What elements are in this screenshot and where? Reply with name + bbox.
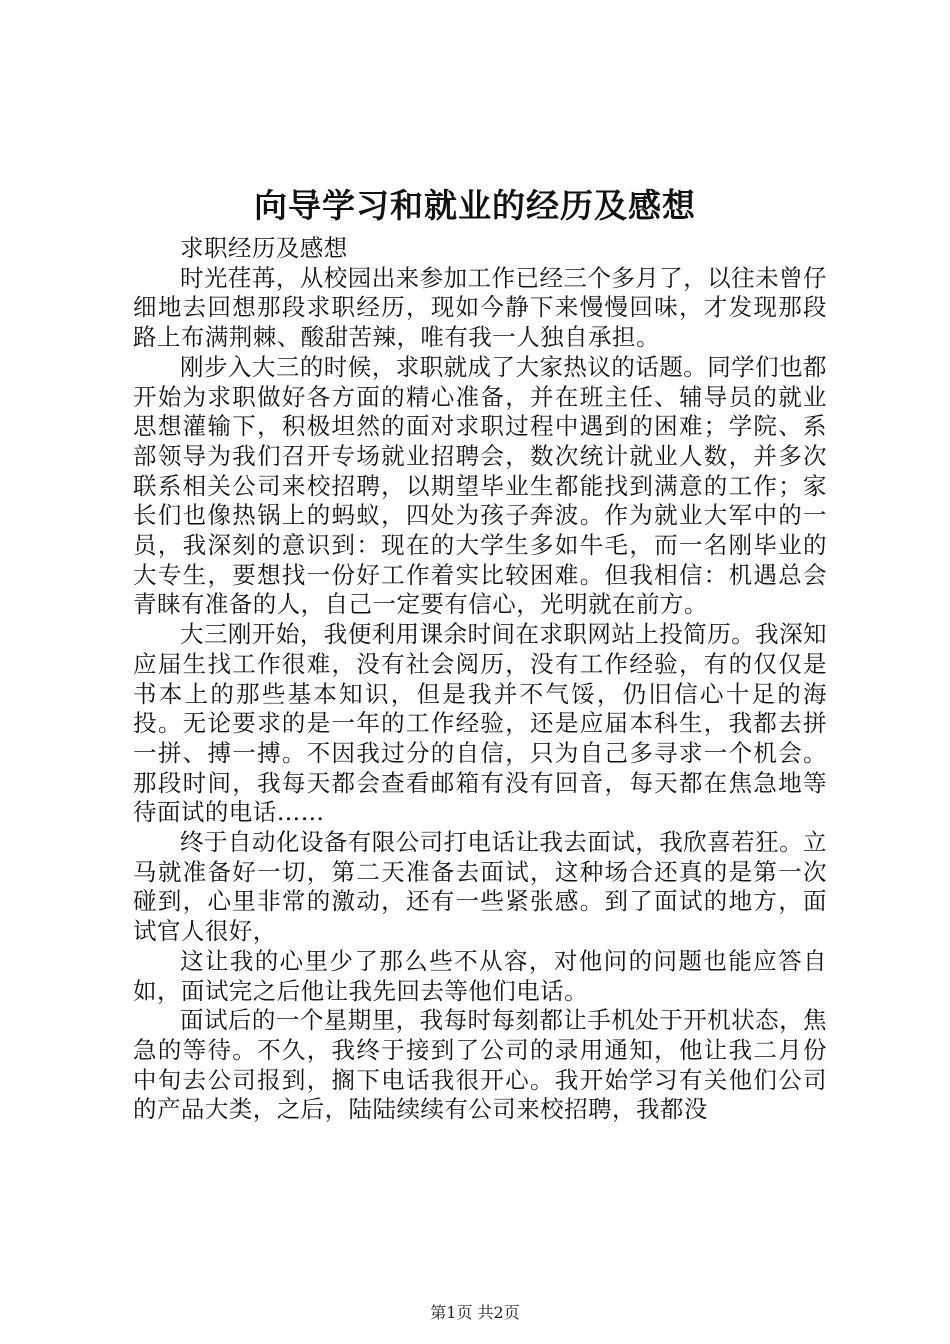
- paragraph: 终于自动化设备有限公司打电话让我去面试，我欣喜若狂。立马就准备好一切，第二天准备去面试，这种场合还真的是第一次碰到，心里非常的激动，还有一些紧张感。到了面试的地方，面试官人很好，: [133, 828, 827, 946]
- document-body: [133, 234, 827, 1125]
- document-title: 向导学习和就业的经历及感想: [254, 186, 696, 225]
- paragraph: 刚步入大三的时候，求职就成了大家热议的话题。同学们也都开始为求职做好各方面的精心准备，并在班主任、辅导员的就业思想灌输下，积极坦然的面对求职过程中遇到的困难；学院、系部领导为我们召开专场就业招聘会，数次统计就业人数，并多次联系相关公司来校招聘，以期望毕业生都能找到满意的工作；家长们也像热锅上的蚂蚁，四处为孩子奔波。作为就业大军中的一员，我深刻的意识到：现在的大学生多如牛毛，而一名刚毕业的大专生，要想找一份好工作着实比较困难。但我相信：机遇总会青睐有准备的人，自己一定要有信心，光明就在前方。: [133, 352, 827, 619]
- paragraph-subtitle: 求职经历及感想: [180, 234, 348, 262]
- paragraph: 大三刚开始，我便利用课余时间在求职网站上投简历。我深知应届生找工作很难，没有社会阅历，没有工作经验，有的仅仅是书本上的那些基本知识，但是我并不气馁，仍旧信心十足的海投。无论要求的是一年的工作经验，还是应届本科生，我都去拼一拼、搏一搏。不因我过分的自信，只为自己多寻求一个机会。那段时间，我每天都会查看邮箱有没有回音，每天都在焦急地等待面试的电话……: [133, 620, 827, 827]
- paragraph: 时光荏苒，从校园出来参加工作已经三个多月了，以往未曾仔细地去回想那段求职经历，现如今静下来慢慢回味，才发现那段路上布满荆棘、酸甜苦辣，唯有我一人独自承担。: [133, 263, 827, 352]
- paragraph: 这让我的心里少了那么些不从容，对他问的问题也能应答自如，面试完之后他让我先回去等他们电话。: [133, 946, 827, 1005]
- paragraph: 面试后的一个星期里，我每时每刻都让手机处于开机状态，焦急的等待。不久，我终于接到了公司的录用通知，他让我二月份中旬去公司报到，搁下电话我很开心。我开始学习有关他们公司的产品大类，之后，陆陆续续有公司来校招聘，我都没: [133, 1006, 827, 1124]
- page-number-footer: 第1页 共2页: [430, 1303, 520, 1322]
